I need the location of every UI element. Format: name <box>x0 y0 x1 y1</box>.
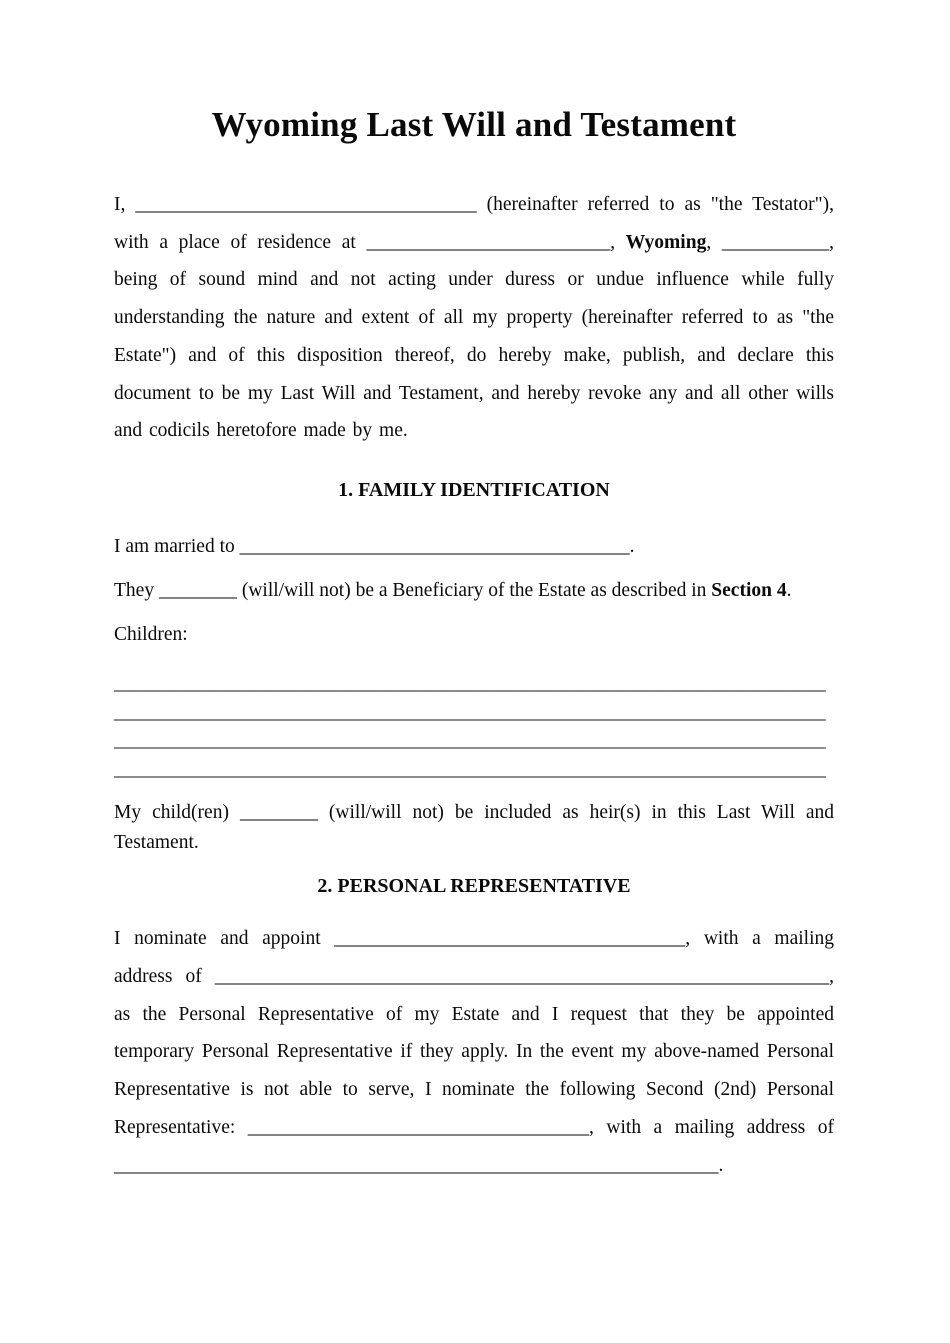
heirs-willnot-blank: ________ <box>239 802 318 824</box>
intro-lead: I, <box>114 194 136 215</box>
married-period: . <box>629 535 635 557</box>
residence-blank: _________________________ <box>366 231 611 253</box>
children-label: Children: <box>114 623 188 645</box>
rep-mid-1: , with a mailing address of <box>114 928 835 987</box>
spouse-name-blank: ________________________________________ <box>239 535 630 557</box>
heirs-paragraph <box>114 798 834 858</box>
second-rep-mailing-address-blank: ______________________________________________________________ <box>114 1154 719 1176</box>
intro-comma-2: , <box>706 231 722 253</box>
page-title: Wyoming Last Will and Testament <box>211 105 737 144</box>
state-name: Wyoming <box>625 231 707 253</box>
children-writein-line-3: _________________________________________________________________________ <box>114 730 826 752</box>
beneficiary-period: . <box>786 579 792 601</box>
married-to-line <box>114 528 834 566</box>
intro-body: , being of sound mind and not acting under duress or undue influence while fully understanding the nature and extent of all my property (hereinafter referred to as "the Estate") and of this disposition thereof, do hereby make, publish, and declare this document to be my Last Will and Testament, and hereby revoke any and all other wills and codicils heretofore made by me. <box>114 231 835 442</box>
children-writein-line-2: _________________________________________________________________________ <box>114 701 826 723</box>
intro-paragraph <box>114 186 834 450</box>
beneficiary-mid: (will/will not) be a Beneficiary of the Estate as described in <box>236 579 712 601</box>
testator-name-blank: ___________________________________ <box>135 194 477 215</box>
heirs-lead: My child(ren) <box>114 802 240 824</box>
beneficiary-lead: They <box>114 579 159 601</box>
rep-mid-3: , with a mailing address of <box>589 1116 834 1138</box>
children-writein-line-4: _________________________________________________________________________ <box>114 758 826 780</box>
will-willnot-blank: ________ <box>158 579 237 601</box>
intro-after-name: (hereinafter referred to as "the Testator"), with a place of residence at <box>114 194 834 253</box>
personal-representative-paragraph <box>114 920 834 1184</box>
children-writein-block <box>114 670 834 784</box>
county-blank: ___________ <box>721 231 830 253</box>
rep-mailing-address-blank: _______________________________________________________________ <box>214 966 830 987</box>
children-writein-line-1: _________________________________________________________________________ <box>114 672 826 694</box>
beneficiary-line <box>114 572 834 610</box>
section-1-heading: 1. FAMILY IDENTIFICATION <box>338 478 610 501</box>
section-4-reference: Section 4 <box>711 579 787 601</box>
rep-period: . <box>718 1154 724 1176</box>
intro-comma-1: , <box>610 231 626 253</box>
rep-mid-2: , as the Personal Representative of my Estate and I request that they be appointed temporary Personal Representative if they apply. In the event my above-named Personal Representative is not able to serve, I nominate the following Second (2nd) Personal Representative: <box>114 966 834 1138</box>
rep-lead: I nominate and appoint <box>114 928 335 950</box>
second-rep-name-blank: ___________________________________ <box>247 1116 590 1138</box>
section-2-heading: 2. PERSONAL REPRESENTATIVE <box>317 875 631 898</box>
rep-name-blank: ____________________________________ <box>334 928 686 950</box>
married-lead: I am married to <box>114 535 240 557</box>
heirs-end: (will/will not) be included as heir(s) in this Last Will and Testament. <box>114 802 835 854</box>
